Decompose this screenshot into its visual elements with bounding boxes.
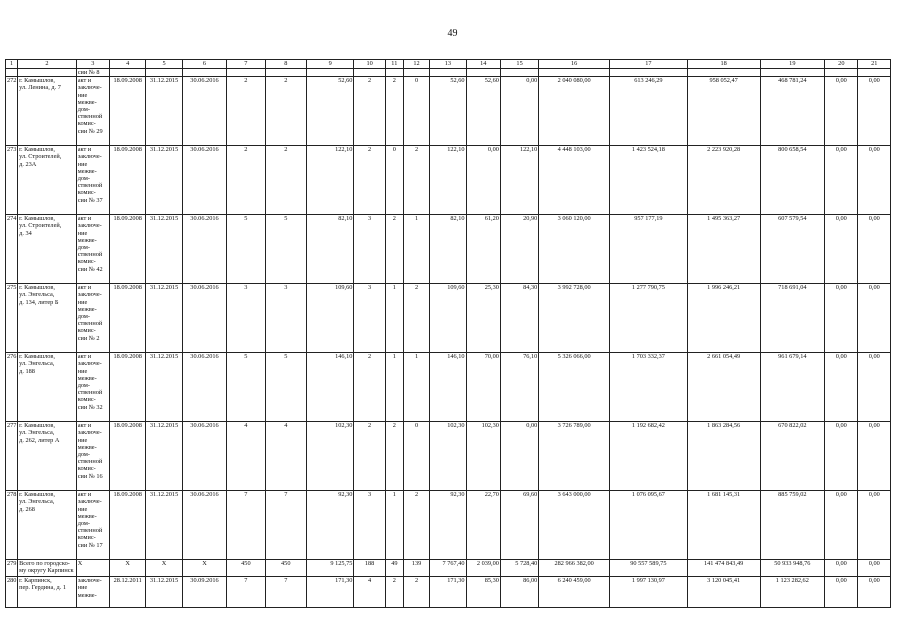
column-number-3: 3 [76, 60, 109, 69]
cell-c9: 82,10 [306, 215, 353, 284]
cell-c20: 0,00 [825, 422, 858, 491]
cell-d3: 30.06.2016 [182, 215, 226, 284]
cell-c16: 3 992 728,00 [539, 284, 610, 353]
cell-d3: 30.06.2016 [182, 491, 226, 560]
table-row [6, 353, 891, 422]
cell-label: Всего по городско- му округу Карпинск [18, 560, 77, 577]
cell-c13: 82,10 [430, 215, 466, 284]
cell-c7: 4 [227, 422, 265, 491]
cell-c19: 718 691,04 [760, 284, 825, 353]
column-number-1: 1 [6, 60, 18, 69]
cell-c17: 1 076 095,67 [609, 491, 687, 560]
cell-c12: 2 [403, 284, 429, 353]
cell-c10: 4 [354, 577, 385, 608]
cell-d2: 31.12.2015 [146, 146, 182, 215]
table-row [6, 422, 891, 491]
cell-c19: 670 822,02 [760, 422, 825, 491]
cell-d1: 18.09.2008 [110, 284, 146, 353]
cell-c7: 450 [227, 560, 265, 577]
cell-c12: 139 [403, 560, 429, 577]
cell-d2: 31.12.2015 [146, 577, 182, 608]
cell-doc: акт и заключе- ние межве- дом- ственной комис- сии № 29 [76, 77, 109, 146]
cell-c11: 49 [385, 560, 403, 577]
cell-c11: 2 [385, 577, 403, 608]
cell-c11: 1 [385, 353, 403, 422]
cell-c21: 0,00 [858, 491, 891, 560]
column-number-4: 4 [110, 60, 146, 69]
cell-c15: 69,60 [500, 491, 538, 560]
cell-c14: 102,30 [466, 422, 500, 491]
column-number-13: 13 [430, 60, 466, 69]
cell-c20: 0,00 [825, 560, 858, 577]
cell-d1: 18.09.2008 [110, 353, 146, 422]
cell-c10: 3 [354, 491, 385, 560]
cell-c14: 61,20 [466, 215, 500, 284]
cell-d2: 31.12.2015 [146, 215, 182, 284]
column-number-21: 21 [858, 60, 891, 69]
cell-c12: 0 [403, 77, 429, 146]
cell-c17: 1 192 682,42 [609, 422, 687, 491]
cell-d2: Х [146, 560, 182, 577]
column-number-9: 9 [306, 60, 353, 69]
column-number-7: 7 [227, 60, 265, 69]
cell-c10: 188 [354, 560, 385, 577]
cell-c14: 70,00 [466, 353, 500, 422]
table-row [6, 146, 891, 215]
cell-c16: 282 966 382,00 [539, 560, 610, 577]
cell-addr: г. Камышлов, ул. Строителей, д. 34 [18, 215, 77, 284]
cell-c17: 1 423 524,18 [609, 146, 687, 215]
cell-c20: 0,00 [825, 353, 858, 422]
cell-c21: 0,00 [858, 284, 891, 353]
cell-c17: 1 703 332,37 [609, 353, 687, 422]
cell-c11: 2 [385, 215, 403, 284]
cell-c21: 0,00 [858, 422, 891, 491]
cell-n: 278 [6, 491, 18, 560]
cell-c13: 92,30 [430, 491, 466, 560]
cell-c10: 2 [354, 77, 385, 146]
cell-c11: 0 [385, 146, 403, 215]
cell-c12: 2 [403, 146, 429, 215]
cell-c16: 3 060 120,00 [539, 215, 610, 284]
total-row [6, 560, 891, 577]
cell-c9: 102,30 [306, 422, 353, 491]
cell-d3: 30.06.2016 [182, 353, 226, 422]
cell-c8: 3 [265, 284, 306, 353]
cell-c9: 52,60 [306, 77, 353, 146]
column-number-8: 8 [265, 60, 306, 69]
cell-c7: 2 [227, 77, 265, 146]
cell-d2: 31.12.2015 [146, 422, 182, 491]
table-row [6, 215, 891, 284]
cell-c9: 171,30 [306, 577, 353, 608]
cell-c18: 2 661 054,49 [687, 353, 760, 422]
cell-c9: 92,30 [306, 491, 353, 560]
cell-c8: 5 [265, 215, 306, 284]
cell-d1: 18.09.2008 [110, 215, 146, 284]
cell-d2: 31.12.2015 [146, 284, 182, 353]
cell-c20: 0,00 [825, 491, 858, 560]
cell-d3: Х [182, 560, 226, 577]
cell-c7: 7 [227, 491, 265, 560]
cell-c14: 22,70 [466, 491, 500, 560]
cell-doc: акт и заключе- ние межве- дом- ственной комис- сии № 42 [76, 215, 109, 284]
cell-addr: г. Камышлов, ул. Энгельса, д. 268 [18, 491, 77, 560]
cell-c16: 3 726 789,00 [539, 422, 610, 491]
column-number-17: 17 [609, 60, 687, 69]
cell-c11: 2 [385, 422, 403, 491]
cell-c21: 0,00 [858, 353, 891, 422]
cell-c21: 0,00 [858, 146, 891, 215]
cell-addr: г. Камышлов, ул. Строителей, д. 23А [18, 146, 77, 215]
cell-c14: 2 039,00 [466, 560, 500, 577]
cell-d3: 30.06.2016 [182, 146, 226, 215]
cell-c7: 2 [227, 146, 265, 215]
table-row [6, 77, 891, 146]
cell-c15: 20,90 [500, 215, 538, 284]
cell-c16: 3 643 000,00 [539, 491, 610, 560]
cell-c8: 7 [265, 577, 306, 608]
cell-c11: 1 [385, 284, 403, 353]
cell-c14: 85,30 [466, 577, 500, 608]
cell-c8: 5 [265, 353, 306, 422]
cell-c18: 1 863 284,56 [687, 422, 760, 491]
cell-c11: 2 [385, 77, 403, 146]
cell-c7: 3 [227, 284, 265, 353]
cell-c13: 52,60 [430, 77, 466, 146]
cell-d3: 30.06.2016 [182, 77, 226, 146]
cell-n: 280 [6, 577, 18, 608]
cell-c15: 86,00 [500, 577, 538, 608]
cell-n: 275 [6, 284, 18, 353]
column-number-18: 18 [687, 60, 760, 69]
cell-c16: 5 326 066,00 [539, 353, 610, 422]
cell-c17: 90 557 589,75 [609, 560, 687, 577]
cell-d1: 18.09.2008 [110, 146, 146, 215]
cell-c10: 2 [354, 422, 385, 491]
cell-c9: 146,10 [306, 353, 353, 422]
cell-c15: 122,10 [500, 146, 538, 215]
cell-n: 276 [6, 353, 18, 422]
column-number-19: 19 [760, 60, 825, 69]
column-number-16: 16 [539, 60, 610, 69]
continuation-text: сии № 8 [76, 69, 109, 77]
cell-d3: 30.06.2016 [182, 284, 226, 353]
cell-c19: 961 679,14 [760, 353, 825, 422]
cell-c19: 1 123 282,62 [760, 577, 825, 608]
cell-c15: 84,30 [500, 284, 538, 353]
cell-c19: 607 579,54 [760, 215, 825, 284]
cell-c18: 1 495 363,27 [687, 215, 760, 284]
cell-addr: г. Камышлов, ул. Энгельса, д. 262, литер А [18, 422, 77, 491]
table-row [6, 491, 891, 560]
cell-c12: 1 [403, 353, 429, 422]
cell-c17: 1 277 790,75 [609, 284, 687, 353]
cell-c20: 0,00 [825, 77, 858, 146]
cell-doc: заключе- ние межве- [76, 577, 109, 608]
cell-c7: 5 [227, 215, 265, 284]
cell-c17: 1 997 130,97 [609, 577, 687, 608]
cell-c16: 2 040 080,00 [539, 77, 610, 146]
cell-d2: 31.12.2015 [146, 353, 182, 422]
cell-c14: 0,00 [466, 146, 500, 215]
cell-c13: 102,30 [430, 422, 466, 491]
cell-c16: 4 448 103,00 [539, 146, 610, 215]
cell-addr: г. Камышлов, ул. Ленина, д. 7 [18, 77, 77, 146]
cell-c20: 0,00 [825, 577, 858, 608]
cell-c18: 141 474 843,49 [687, 560, 760, 577]
cell-c21: 0,00 [858, 560, 891, 577]
cell-doc: акт и заключе- ние межве- дом- ственной комис- сии № 37 [76, 146, 109, 215]
cell-c17: 957 177,19 [609, 215, 687, 284]
cell-c18: 958 052,47 [687, 77, 760, 146]
cell-c13: 171,30 [430, 577, 466, 608]
cell-c12: 0 [403, 422, 429, 491]
cell-c14: 25,30 [466, 284, 500, 353]
table-row [6, 284, 891, 353]
cell-c18: 2 223 920,28 [687, 146, 760, 215]
cell-c8: 7 [265, 491, 306, 560]
cell-c8: 4 [265, 422, 306, 491]
cell-c19: 50 933 948,76 [760, 560, 825, 577]
column-number-15: 15 [500, 60, 538, 69]
cell-c19: 468 781,24 [760, 77, 825, 146]
column-number-10: 10 [354, 60, 385, 69]
cell-c11: 1 [385, 491, 403, 560]
cell-c10: 3 [354, 284, 385, 353]
cell-n: 274 [6, 215, 18, 284]
cell-d1: 18.09.2008 [110, 422, 146, 491]
cell-n: 279 [6, 560, 18, 577]
cell-c19: 885 759,02 [760, 491, 825, 560]
data-table [5, 59, 891, 608]
cell-doc: Х [76, 560, 109, 577]
cell-d1: 28.12.2011 [110, 577, 146, 608]
cell-c14: 52,60 [466, 77, 500, 146]
cell-addr: г. Камышлов, ул. Энгельса, д. 134, литер Б [18, 284, 77, 353]
cell-d1: 18.09.2008 [110, 77, 146, 146]
cell-doc: акт и заключе- ние межве- дом- ственной комис- сии № 17 [76, 491, 109, 560]
cell-c9: 109,60 [306, 284, 353, 353]
column-number-2: 2 [18, 60, 77, 69]
cell-doc: акт и заключе- ние межве- дом- ственной комис- сии № 32 [76, 353, 109, 422]
cell-c12: 1 [403, 215, 429, 284]
cell-d1: 18.09.2008 [110, 491, 146, 560]
cell-c13: 7 767,40 [430, 560, 466, 577]
cell-n: 273 [6, 146, 18, 215]
cell-doc: акт и заключе- ние межве- дом- ственной комис- сии № 2 [76, 284, 109, 353]
cell-c10: 2 [354, 353, 385, 422]
continuation-row [6, 69, 891, 77]
cell-c10: 3 [354, 215, 385, 284]
cell-c9: 9 125,75 [306, 560, 353, 577]
cell-c20: 0,00 [825, 215, 858, 284]
table-row [6, 577, 891, 608]
column-number-header [6, 60, 891, 69]
cell-c16: 6 240 459,00 [539, 577, 610, 608]
cell-c7: 5 [227, 353, 265, 422]
cell-d2: 31.12.2015 [146, 77, 182, 146]
cell-c8: 2 [265, 146, 306, 215]
cell-c13: 122,10 [430, 146, 466, 215]
cell-c19: 800 658,54 [760, 146, 825, 215]
cell-c18: 3 120 045,41 [687, 577, 760, 608]
cell-c12: 2 [403, 491, 429, 560]
cell-doc: акт и заключе- ние межве- дом- ственной комис- сии № 16 [76, 422, 109, 491]
column-number-20: 20 [825, 60, 858, 69]
cell-c8: 450 [265, 560, 306, 577]
cell-n: 277 [6, 422, 18, 491]
cell-c15: 0,00 [500, 77, 538, 146]
cell-addr: г. Камышлов, ул. Энгельса, д. 188 [18, 353, 77, 422]
cell-d3: 30.09.2016 [182, 577, 226, 608]
cell-c8: 2 [265, 77, 306, 146]
cell-addr: г. Карпинск, пер. Гердина, д. 1 [18, 577, 77, 608]
cell-c17: 613 246,29 [609, 77, 687, 146]
cell-c21: 0,00 [858, 77, 891, 146]
cell-n: 272 [6, 77, 18, 146]
cell-c13: 109,60 [430, 284, 466, 353]
column-number-5: 5 [146, 60, 182, 69]
column-number-14: 14 [466, 60, 500, 69]
column-number-12: 12 [403, 60, 429, 69]
cell-c18: 1 681 145,31 [687, 491, 760, 560]
cell-c18: 1 996 246,21 [687, 284, 760, 353]
cell-c21: 0,00 [858, 215, 891, 284]
cell-d2: 31.12.2015 [146, 491, 182, 560]
cell-c15: 0,00 [500, 422, 538, 491]
cell-c21: 0,00 [858, 577, 891, 608]
cell-c15: 5 728,40 [500, 560, 538, 577]
cell-d3: 30.06.2016 [182, 422, 226, 491]
cell-c13: 146,10 [430, 353, 466, 422]
cell-c15: 76,10 [500, 353, 538, 422]
cell-c9: 122,10 [306, 146, 353, 215]
cell-c7: 7 [227, 577, 265, 608]
cell-c10: 2 [354, 146, 385, 215]
cell-c20: 0,00 [825, 284, 858, 353]
cell-c20: 0,00 [825, 146, 858, 215]
column-number-11: 11 [385, 60, 403, 69]
cell-d1: Х [110, 560, 146, 577]
page-number: 49 [447, 28, 458, 39]
column-number-6: 6 [182, 60, 226, 69]
cell-c12: 2 [403, 577, 429, 608]
